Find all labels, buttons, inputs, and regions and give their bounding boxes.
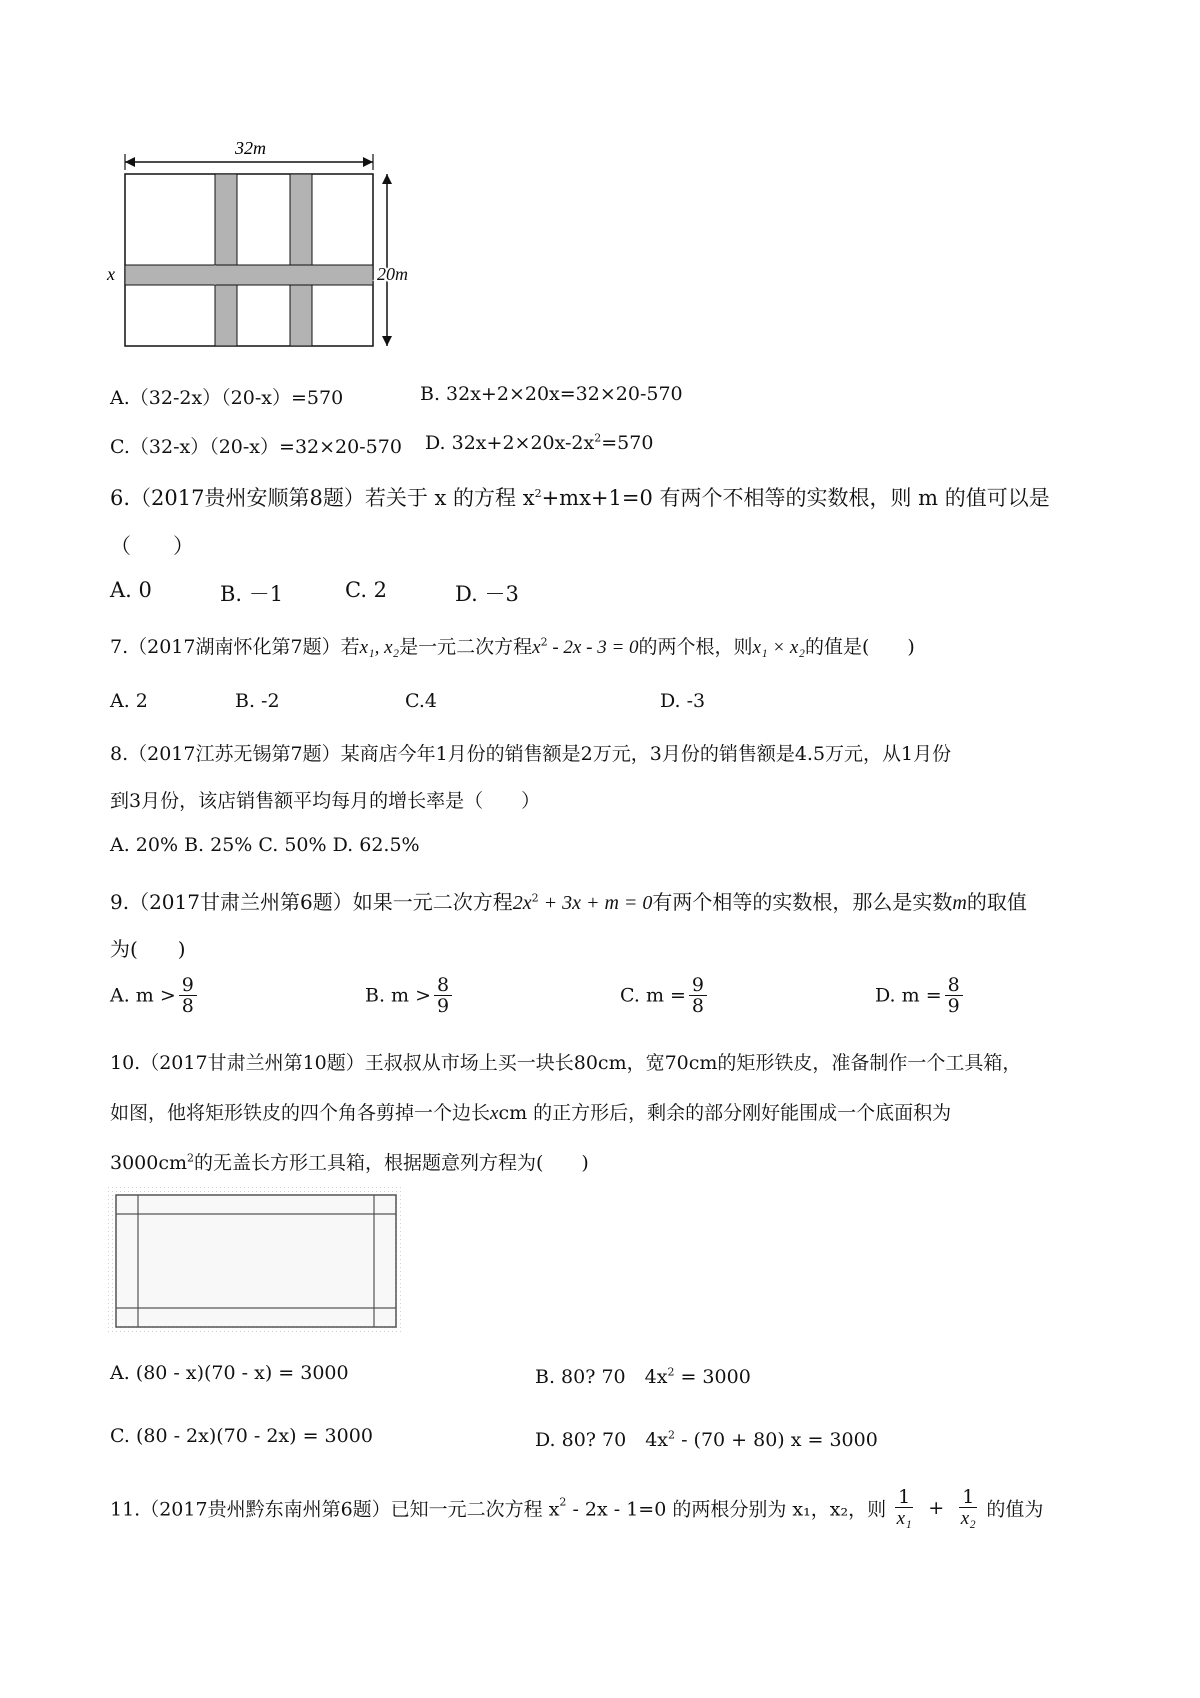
question-9: 9.（2017甘肃兰州第6题）如果一元二次方程$2x^2 + 3x + m = 0$有两个相等的实数根，那么是实数m的取值 <box>110 890 1027 914</box>
field-roads-figure <box>95 140 435 365</box>
width-label: 32m <box>235 140 266 158</box>
q10-option-d: D. 80? 70 $4x^2 - (70 + 80) x = 3000$ <box>535 1428 878 1451</box>
q7-option-c: C.4 <box>405 690 437 712</box>
question-8-line-1: 8.（2017江苏无锡第7题）某商店今年1月份的销售额是2万元，3月份的销售额是4.5万元，从1月份 <box>110 743 952 765</box>
q6-option-b: B. －1 <box>220 582 284 606</box>
q7-option-a: A. 2 <box>110 690 148 712</box>
vertical-road-2 <box>290 174 312 346</box>
metal-sheet-figure <box>108 1187 404 1335</box>
q5-option-c: C.（32-x）（20-x）=32×20-570 <box>110 436 402 458</box>
q9-option-d: D. m = $\frac{8}{9}$ <box>875 975 966 1016</box>
q5-option-a: A.（32-2x）（20-x）=570 <box>110 387 344 409</box>
question-7: 7.（2017湖南怀化第7题）若x₁, x₂是一元二次方程$x^2 - 2x - 3 = 0$的两个根，则x₁ × x₂的值是( ) <box>110 635 915 658</box>
q10-option-c: C. (80 - 2x)(70 - 2x) = 3000 <box>110 1425 373 1447</box>
q10-option-b: B. 80? 70 $4x^2 = 3000$ <box>535 1365 751 1388</box>
vertical-road-1 <box>215 174 237 346</box>
question-10-line-1: 10.（2017甘肃兰州第10题）王叔叔从市场上买一块长80cm，宽70cm的矩形铁皮，准备制作一个工具箱， <box>110 1052 1022 1074</box>
question-8-line-2: 到3月份，该店销售额平均每月的增长率是（ ） <box>110 790 541 812</box>
q9-option-c: C. m = $\frac{9}{8}$ <box>620 975 710 1016</box>
q7-option-b: B. -2 <box>235 690 280 712</box>
q8-options: A. 20% B. 25% C. 50% D. 62.5% <box>110 834 420 856</box>
q6-option-a: A. 0 <box>110 578 152 602</box>
question-10-line-3: $3000cm^2$的无盖长方形工具箱，根据题意列方程为( ) <box>110 1151 589 1174</box>
q9-option-a: A. m > $\frac{9}{8}$ <box>110 975 200 1016</box>
q10-option-a: A. (80 - x)(70 - x) = 3000 <box>110 1362 349 1384</box>
height-label: 20m <box>377 264 408 284</box>
question-10-line-2: 如图，他将矩形铁皮的四个角各剪掉一个边长xcm 的正方形后，剩余的部分刚好能围成一个底面积为 <box>110 1102 952 1124</box>
road-width-label: x <box>107 264 115 284</box>
q7-option-d: D. -3 <box>660 690 706 712</box>
question-9-bracket: 为( ) <box>110 937 186 961</box>
q6-option-c: C. 2 <box>345 578 388 602</box>
question-6: 6.（2017贵州安顺第8题）若关于 x 的方程 $x^2+mx+1=0$ 有两个不相等的实数根，则 m 的值可以是 <box>110 486 1050 510</box>
question-6-bracket: （ ） <box>110 534 194 558</box>
q5-option-b: B. 32x+2×20x=32×20-570 <box>420 383 683 405</box>
q9-option-b: B. m > $\frac{8}{9}$ <box>365 975 455 1016</box>
question-11: 11.（2017贵州黔东南州第6题）已知一元二次方程 $x^2 - 2x - 1=0$ 的两根分别为 x₁，x₂，则 $\frac{1}{\text{x₁}}$ + $\frac{1}{\text{x₂}}$ 的值为 <box>110 1486 1044 1529</box>
q5-option-d: D. $32x+2\times 20x-2x^2=570$ <box>425 431 654 454</box>
horizontal-road <box>125 265 373 285</box>
q6-option-d: D. －3 <box>455 582 519 606</box>
